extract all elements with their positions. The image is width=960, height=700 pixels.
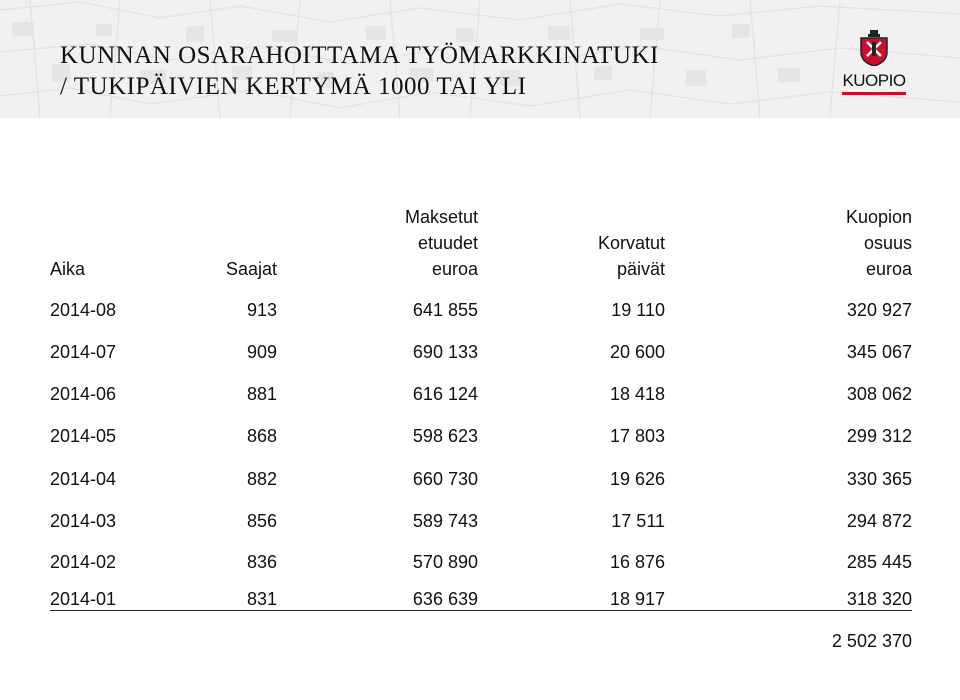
kuopio-logo <box>838 30 910 100</box>
header-aika: Aika <box>50 259 86 279</box>
cell-paivat: 18 917 <box>609 589 665 609</box>
cell-paivat: 16 876 <box>609 552 665 572</box>
cell-aika: 2014-01 <box>50 589 117 609</box>
cell-saajat: 836 <box>246 552 277 572</box>
total-divider <box>50 610 912 611</box>
header-etuudet-line-3: euroa <box>431 259 478 279</box>
coat-of-arms-icon <box>859 30 889 66</box>
cell-saajat: 882 <box>246 469 277 489</box>
cell-etuudet: 598 623 <box>412 426 478 446</box>
header-saajat: Saajat <box>225 259 277 279</box>
cell-paivat: 18 418 <box>609 384 665 404</box>
cell-saajat: 909 <box>246 342 277 362</box>
logo-wordmark: KUOPIO <box>842 71 906 90</box>
total-value: 2 502 370 <box>831 631 912 651</box>
cell-saajat: 913 <box>246 300 277 320</box>
cell-paivat: 17 511 <box>611 511 665 531</box>
header-paivat-line-2: päivät <box>616 259 665 279</box>
cell-etuudet: 570 890 <box>412 552 478 572</box>
header-etuudet-line-2: etuudet <box>417 233 478 253</box>
cell-paivat: 19 626 <box>609 469 665 489</box>
cell-osuus: 320 927 <box>846 300 912 320</box>
cell-aika: 2014-04 <box>50 469 117 489</box>
header-osuus-line-1: Kuopion <box>845 207 912 227</box>
cell-osuus: 345 067 <box>846 342 912 362</box>
cell-osuus: 285 445 <box>846 552 912 572</box>
title-line-1: KUNNAN OSARAHOITTAMA TYÖMARKKINATUKI <box>60 42 659 69</box>
cell-osuus: 308 062 <box>846 384 912 404</box>
cell-etuudet: 636 639 <box>412 589 478 609</box>
header-osuus-line-3: euroa <box>865 259 912 279</box>
cell-saajat: 868 <box>246 426 277 446</box>
cell-osuus: 299 312 <box>846 426 912 446</box>
cell-aika: 2014-03 <box>50 511 117 531</box>
header-osuus-line-2: osuus <box>863 233 912 253</box>
cell-etuudet: 589 743 <box>412 511 478 531</box>
cell-aika: 2014-06 <box>50 384 117 404</box>
cell-etuudet: 641 855 <box>412 300 478 320</box>
cell-aika: 2014-07 <box>50 342 117 362</box>
cell-osuus: 330 365 <box>846 469 912 489</box>
cell-paivat: 19 110 <box>611 300 665 320</box>
cell-aika: 2014-02 <box>50 552 117 572</box>
cell-etuudet: 616 124 <box>412 384 478 404</box>
page-title <box>60 40 659 102</box>
cell-aika: 2014-05 <box>50 426 117 446</box>
cell-osuus: 318 320 <box>846 589 912 609</box>
title-line-2: / TUKIPÄIVIEN KERTYMÄ 1000 TAI YLI <box>60 73 527 100</box>
cell-saajat: 831 <box>246 589 277 609</box>
cell-etuudet: 690 133 <box>412 342 478 362</box>
cell-aika: 2014-08 <box>50 300 117 320</box>
cell-paivat: 17 803 <box>609 426 665 446</box>
cell-saajat: 881 <box>246 384 277 404</box>
cell-paivat: 20 600 <box>609 342 665 362</box>
header-banner <box>0 0 960 118</box>
cell-osuus: 294 872 <box>846 511 912 531</box>
cell-etuudet: 660 730 <box>412 469 478 489</box>
header-etuudet-line-1: Maksetut <box>404 207 478 227</box>
header-paivat-line-1: Korvatut <box>597 233 665 253</box>
cell-saajat: 856 <box>246 511 277 531</box>
logo-underline <box>842 92 906 95</box>
